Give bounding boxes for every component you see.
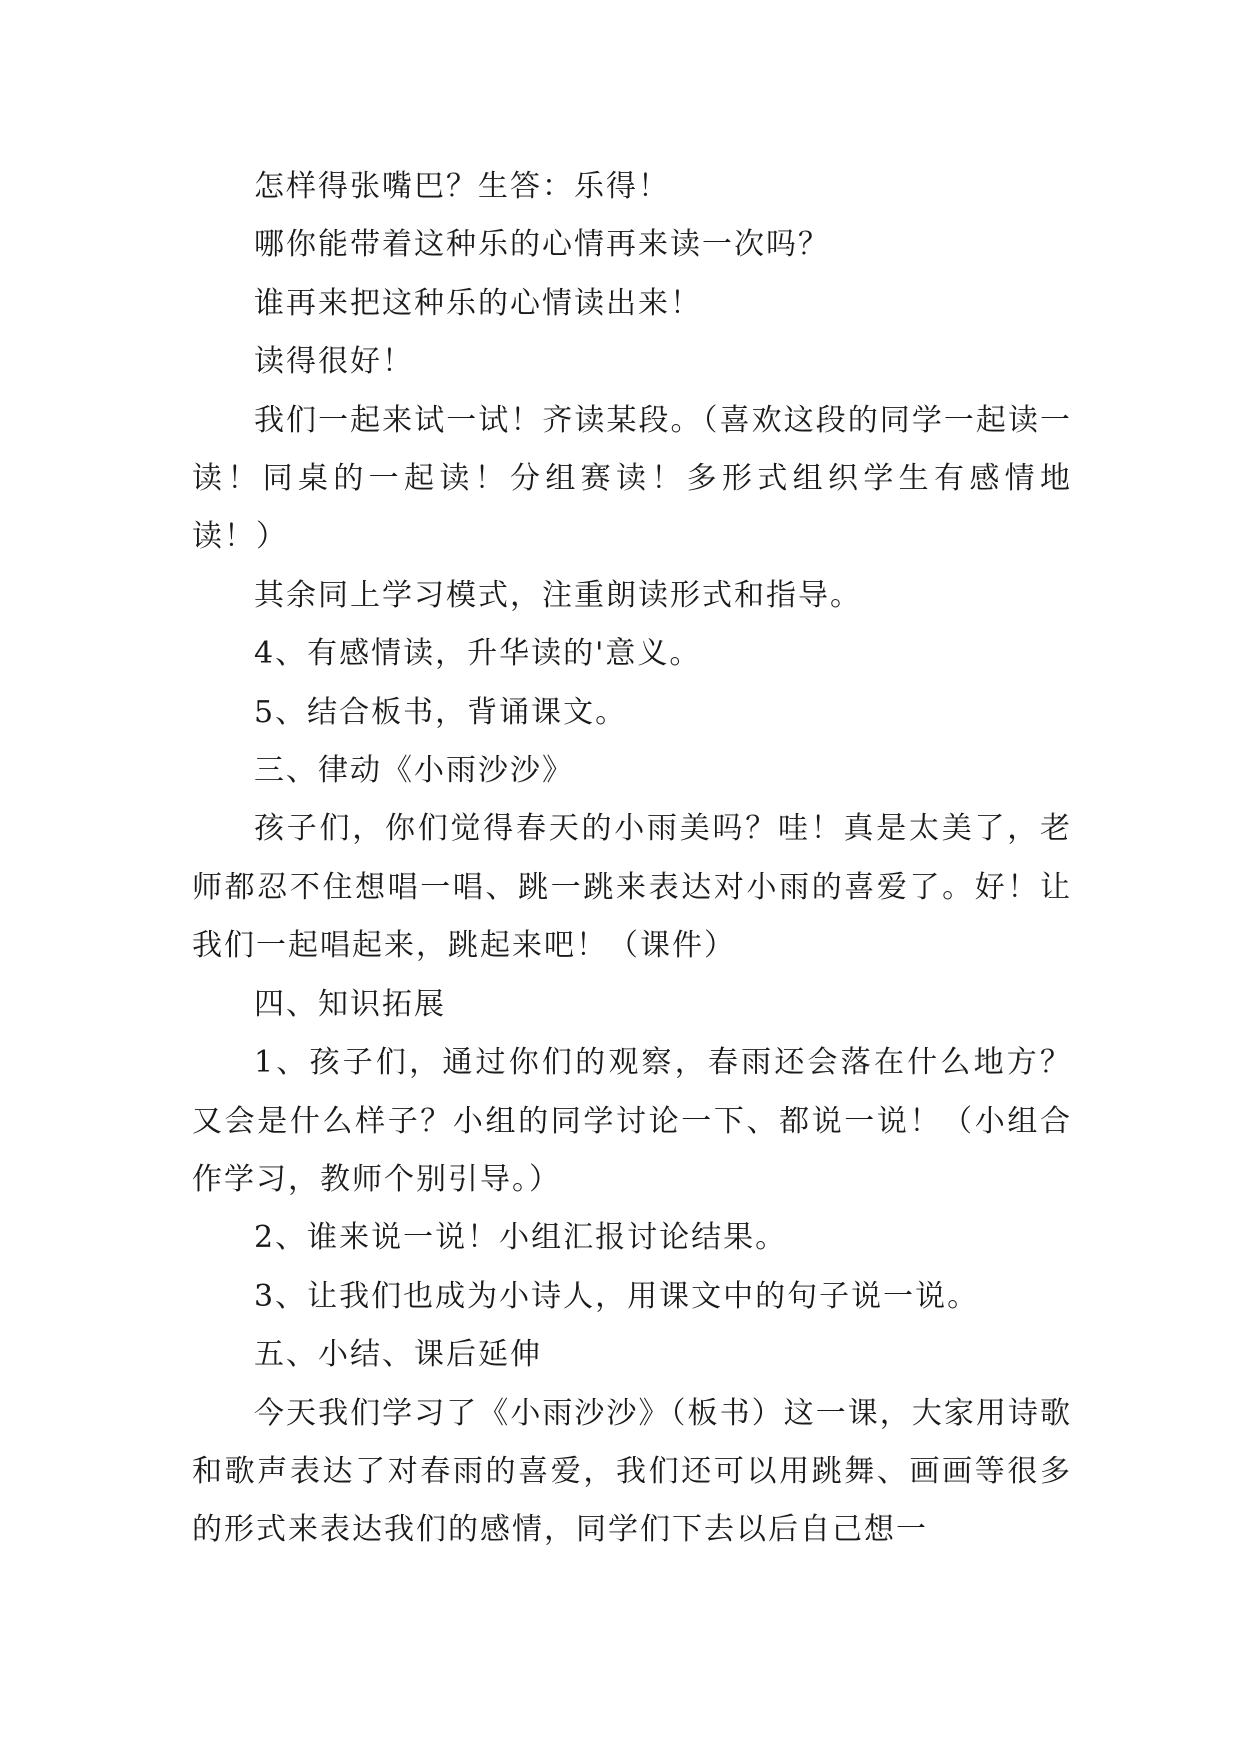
section-heading-3: 三、律动《小雨沙沙》 <box>254 753 574 789</box>
paragraph-4: 读得很好！ <box>254 344 414 380</box>
section-heading-5: 五、小结、课后延伸 <box>254 1337 542 1373</box>
paragraph-14: 3、让我们也成为小诗人，用课文中的句子说一说。 <box>254 1278 980 1314</box>
paragraph-10: 孩子们，你们觉得春天的小雨美吗？哇！真是太美了，老师都忍不住想唱一唱、跳一跳来表达对小雨的喜爱了。好！让我们一起唱起来，跳起来吧！（课件） <box>192 811 1072 964</box>
paragraph-2: 哪你能带着这种乐的心情再来读一次吗？ <box>254 227 830 263</box>
paragraph-8: 5、结合板书，背诵课文。 <box>254 694 628 730</box>
paragraph-6: 其余同上学习模式，注重朗读形式和指导。 <box>254 577 862 613</box>
paragraph-7: 4、有感情读，升华读的'意义。 <box>254 636 702 672</box>
section-heading-4: 四、知识拓展 <box>254 986 446 1022</box>
paragraph-1: 怎样得张嘴巴？生答：乐得！ <box>254 169 670 204</box>
paragraph-3: 谁再来把这种乐的心情读出来！ <box>254 285 702 321</box>
paragraph-16: 今天我们学习了《小雨沙沙》（板书）这一课，大家用诗歌和歌声表达了对春雨的喜爱，我们还可以用跳舞、画画等很多的形式来表达我们的感情，同学们下去以后自己想一 <box>192 1395 1072 1548</box>
document-body <box>192 158 1072 1560</box>
paragraph-12: 1、孩子们，通过你们的观察，春雨还会落在什么地方？又会是什么样子？小组的同学讨论一下、都说一说！（小组合作学习，教师个别引导。） <box>192 1045 1072 1197</box>
paragraph-13: 2、谁来说一说！小组汇报讨论结果。 <box>254 1220 788 1256</box>
paragraph-5: 我们一起来试一试！齐读某段。（喜欢这段的同学一起读一读！同桌的一起读！分组赛读！多形式组织学生有感情地读！） <box>192 402 1072 555</box>
